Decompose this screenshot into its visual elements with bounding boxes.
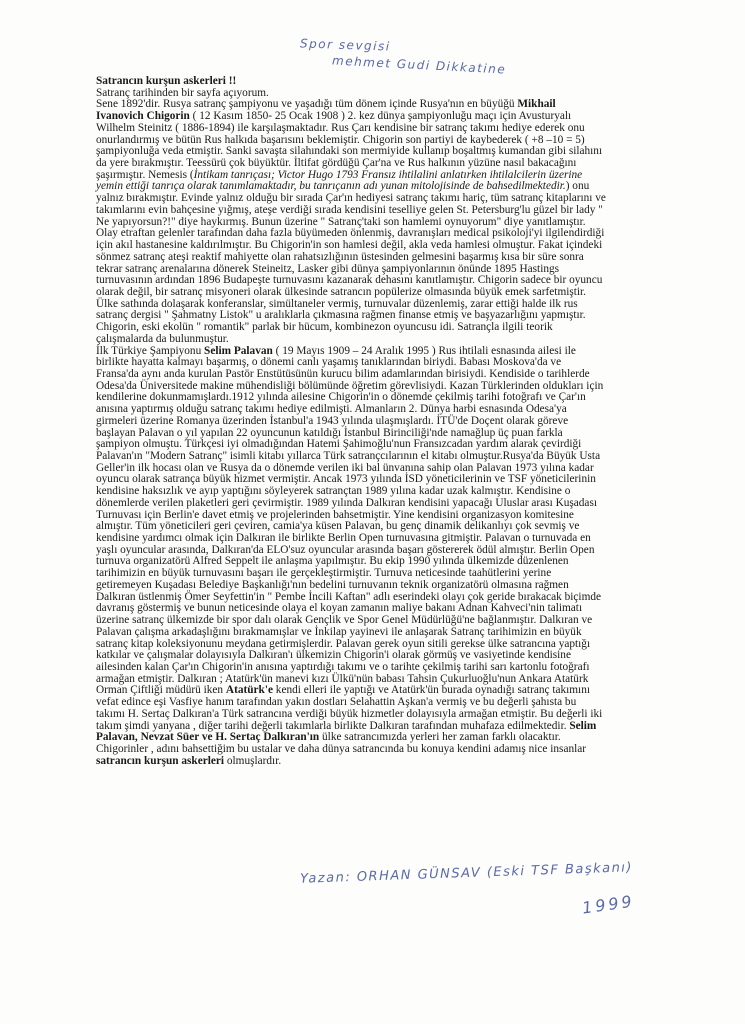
line-26: Odesa'da Üniversitede makine mühendisliği bölümünde öğretim görevlisiydi. Kazan Türklerinden oldukları için [96,379,604,392]
line-47: Palavan çalışma arkadaşlığını bırakmamışlar ve İnkilap yayinevi ile anlaşarak Satranç tarihimizin en büyük [96,625,582,638]
line-25: Fransa'da aynı anda kurulan Pastör Enstütüsünün kurucu bilim adamlarından birisiydi. Kendiside o tarihlerde [96,367,590,380]
handwritten-note-line1: Spor sevgisi [299,36,391,54]
line-17: turnuvasının ardından 1896 Budapeşte turnuvasını kazanarak dehasını kanıtlamıştır. Chigorin sadece bir oyuncu [96,274,603,287]
line-43: getiremeyen Kuşadası Belediye Başkanlığı'nın bedelini turnuvanın teknik organizatörü olmasına rağmen [96,578,569,591]
line-40: yaşlı oyuncular arasında, Dalkıran'da ELO'suz oyuncular arasında başarı göstererek ödül almıştır. Berlin Open [96,543,595,556]
line-12: Ne yapıyorsun?!" diye haykırmış. Bunun üzerine " Satranç'taki son hamlemi oynuyorum" diye yanıtlamıştır. [96,215,586,228]
line-7: da yere bırakmıştır. Teessürü çok büyüktür. İltifat gördüğü Çar'na ve Rus halkının yüzüne nasıl bakacağını [96,157,577,170]
line-1: Satranç tarihinden bir sayfa açıyorum. [96,86,269,99]
line-50: ailesinden kalan Çar'ın Chigorin'in anısına yaptırdığı takımı ve o tarihte çekilmiş tarihi sarı kartonlu fotoğrafı [96,660,590,673]
line-35: kendisine haksızlık ve ayıp yaptığını söyleyerek satrançtan 1989 yılına kadar uzak kalmıştır. Kendisine o [96,485,571,498]
line-48: satranç kitap koleksiyonunu meydana getirmişlerdir. Palavan gerek oyun sitili gerekse ülke satrancına yaptığı [96,637,591,650]
line-2: Sene 1892'dir. Rusya satranç şampiyonu ve yaşadığı tüm dönem içinde Rusya'nın en büyüğü Mikhail [96,98,556,111]
line-31: şampiyon olmuştu. Türkçesi iyi olmadığından Hatemi Şahimoğlu'nun Fransızcadan yardım alarak çevirdiği [96,438,582,451]
line-45: davranış göstermiş ve bunun neticesinde olaya el koyan zamanın maliye bakanı Adnan Kahveci'nin talimatı [96,602,583,615]
line-8: şaşırmıştır. Nemesis (İntikam tanrıçası; Victor Hugo 1793 Fransız ihtilalini anlatırken ihtilalcilerin üzerine [96,168,583,181]
line-57: Chigorinler , adını bahsettiğim bu ustalar ve daha dünya satrancında bu konuya kendini adamış nice insanlar [96,742,587,755]
line-16: tekrar satranç arenalarına dönerek Steineitz, Lasker gibi dünya şampiyonlarının önünde 1895 Hastings [96,262,560,275]
handwritten-year: 1999 [580,891,636,918]
line-10: yalnız bırakmıştır. Evinde yalnız olduğu bir sırada Çar'ın hediyesi satranç takımı hariç, tüm satranç kitaplarını ve [96,192,606,205]
line-18: olarak değil, bir satranç misyoneri olarak ülkesinde satrancın popülerize olmasında büyük emek sarfetmiştir. [96,285,587,298]
article-body [96,76,672,767]
line-4: Wilhelm Steinitz ( 1886-1894) ile karşılaşmaktadır. Rus Çarı kendisine bir satranç takımı hediye ederek onu [96,121,585,134]
line-21: Chigorin, eski ekolün " romantik" parlak bir hücum, kombinezon oyuncusu idi. Satrançla ilgili teorik [96,321,553,334]
line-44: Dalkıran üstlenmiş Ömer Seyfettin'in " Pembe İncili Kaftan" adlı eserindeki olayı çok geride bırakacak biçimde [96,590,602,603]
line-29: girmeleri üzerine Romanya üzerinden İstanbul'a 1943 yılında ulaşmışlardı. İTÜ'de Doçent olarak göreve [96,414,569,427]
line-24: birlikte hayatta kalmayı başarmış, o dönemi canlı yaşamış tanıklarından biriydi. Babası Moskova'da ve [96,356,562,369]
handwritten-note-line2: mehmet Gudi Dikkatine [331,53,507,77]
line-30: başlayan Palavan o yıl yapılan 22 oyuncunun katıldığı İstanbul Birinciliği'nde namağlup üç puan farkla [96,426,563,439]
line-49: katkılar ve çalışmalar dolayısıyla Dalkıran'ı ülkemizin Chigorin'i olarak görmüş ve vasiyetinde kendisine [96,649,571,662]
line-23: İlk Türkiye Şampiyonu Selim Palavan ( 19 Mayıs 1909 – 24 Aralık 1995 ) Rus ihtilali esnasında ailesi ile [96,344,576,357]
line-46: üzerine satranç ülkemizde bir spor dalı olarak Gençlik ve Spor Genel Müdürlüğü'ne bağlanmıştır. Dalkıran ve [96,614,593,627]
line-58: satrancın kurşun askerleri olmuşlardır. [96,754,282,767]
line-39: kendisine yardımcı olmak için Dalkıran ile birlikte Berlin Open turnuvasına gitmiştir. Palavan o turnuvada en [96,532,591,545]
line-52: Orman Çiftliği müdürü iken Atatürk'e kendi elleri ile yaptığı ve Atatürk'ün burada oynadığı satranç takımını [96,684,590,697]
line-5: onurlandırmış ve bütün Rus halkıda başarısını beklemiştir. Chigorin son partiyi de kaybederek ( +8 –10 = 5) [96,133,585,146]
line-53: vefat edince eşi Vasfiye hanım tarafından yakın dostları Selahattin Aşkan'a vermiş ve bu değerli şahısta bu [96,696,577,709]
line-56: Palavan, Nevzat Süer ve H. Sertaç Dalkıran'ın ülke satrancımızda yerleri her zaman farklı olacaktır. [96,731,561,744]
line-33: Geller'in ilk hocası olan ve Rusya da o dönemde verilen iki bal ünvanına sahip olan Palavan 1973 yılına kadar [96,461,594,474]
line-27: kendilerine dokunmamışlardı.1912 yılında ailesine Chigorin'in o dönemde çekilmiş tarihi fotoğrafı ve Çar'ın [96,391,586,404]
author-signature: Yazan: ORHAN GÜNSAV (Eski TSF Başkanı) [299,860,634,887]
line-51: armağan etmiştir. Dalkıran ; Atatürk'ün manevi kızı Ülkü'nün babası Tahsin Çukurluoğlu'nun Ankara Atatürk [96,672,589,685]
line-54: takımı H. Sertaç Dalkıran'a Türk satrancına verdiği büyük hizmetler dolayısıyla armağan etmiştir. Bu değerli iki [96,707,603,720]
line-55: takım şimdi yanyana , diğer tarihi değerli takımlarla birlikte Dalkıran tarafından muhafaza edilmektedir. Selim [96,719,597,732]
line-28: anısına yaptırmış olduğu satranç takımı hediye edilmişti. Almanların 2. Dünya harbi esnasında Odesa'ya [96,403,567,416]
article-title: Satrancın kurşun askerleri !! [96,75,237,87]
line-13: Olay etraftan gelenler tarafından daha fazla büyümeden önlenmiş, davranışları medical psikoloji'yi ilgilendirdiği [96,227,605,240]
line-38: almıştır. Tüm yöneticileri geri çeviren, camia'ya küsen Palavan, bu genç dinamik delikanlıyı çok sevmiş ve [96,520,580,533]
line-22: çalışmalarda da bulunmuştur. [96,332,229,345]
line-34: oyuncu olarak satrança büyük hizmet vermiştir. Ancak 1973 yılında İSD yöneticilerinin ve TSF yöneticilerinin [96,473,596,486]
line-11: takımlarını evin bahçesine yığmış, ateşe verdiği sırada kendisini teselliye gelen St. Petersburg'lu güzel bir lady " [96,203,603,216]
line-42: tarihimizin en büyük turnuvasını başarı ile gerçekleştirmiştir. Turnuva neticesinde taahütlerini yerine [96,567,552,580]
line-32: Palavan'ın "Modern Satranç" isimli kitabı yıllarca Türk satrançcılarının el kitabı olmuştur.Rusya'da Büyük Usta [96,450,601,462]
line-3: Ivanovich Chigorin ( 12 Kasım 1850- 25 Ocak 1908 ) 2. kez dünya şampiyonluğu maçı için Avusturyalı [96,110,572,123]
line-14: için akıl hastanesine kaldırılmıştır. Bu Chigorin'in son hamlesi değil, akla veda hamlesi olmuştur. Fakat içindeki [96,239,603,252]
line-20: satranç dergisi " Şahmatny Listok" u aralıklarla çıkmasına rağmen finanse etmiş ve başyazarlığını yapmıştır. [96,309,586,322]
line-15: sönmez satranç ateşi reaktif mahiyette olan rahatsızlığının üstesinden gelmesini başarmış kısa bir süre sonra [96,250,584,263]
line-19: Ülke sathında dolaşarak konferanslar, simültaneler vermiş, turnuvalar düzenlemiş, zarar ettiği halde ilk rus [96,297,578,310]
line-37: Turnuvası için Berlin'e davet etmiş ve projelerinden bahsetmiştir. Yine kendisini organizasyon komitesine [96,508,574,521]
line-36: dönemlerde verilen plaketleri geri çevirmiştir. 1989 yılında Dalkıran kendisini yapacağı Uluslar arası Kuşadası [96,496,597,509]
line-6: şampiyonluğa veda etmiştir. Sanki savaşta silahındaki son mermiyide kullanıp boşaltmış kumandan gibi silahını [96,145,603,158]
line-9: yemin ettiği tanrıça olarak tanımlamaktadır, bu tanrıçanın adı yunan mitolojisinde de bahsedilmektedir.) onu [96,180,590,193]
line-41: turnuva organizatörü Alfred Seppelt ile anlaşma yapılmıştır. Bu ekip 1990 yılında ülkemizde düzenlenen [96,555,569,568]
